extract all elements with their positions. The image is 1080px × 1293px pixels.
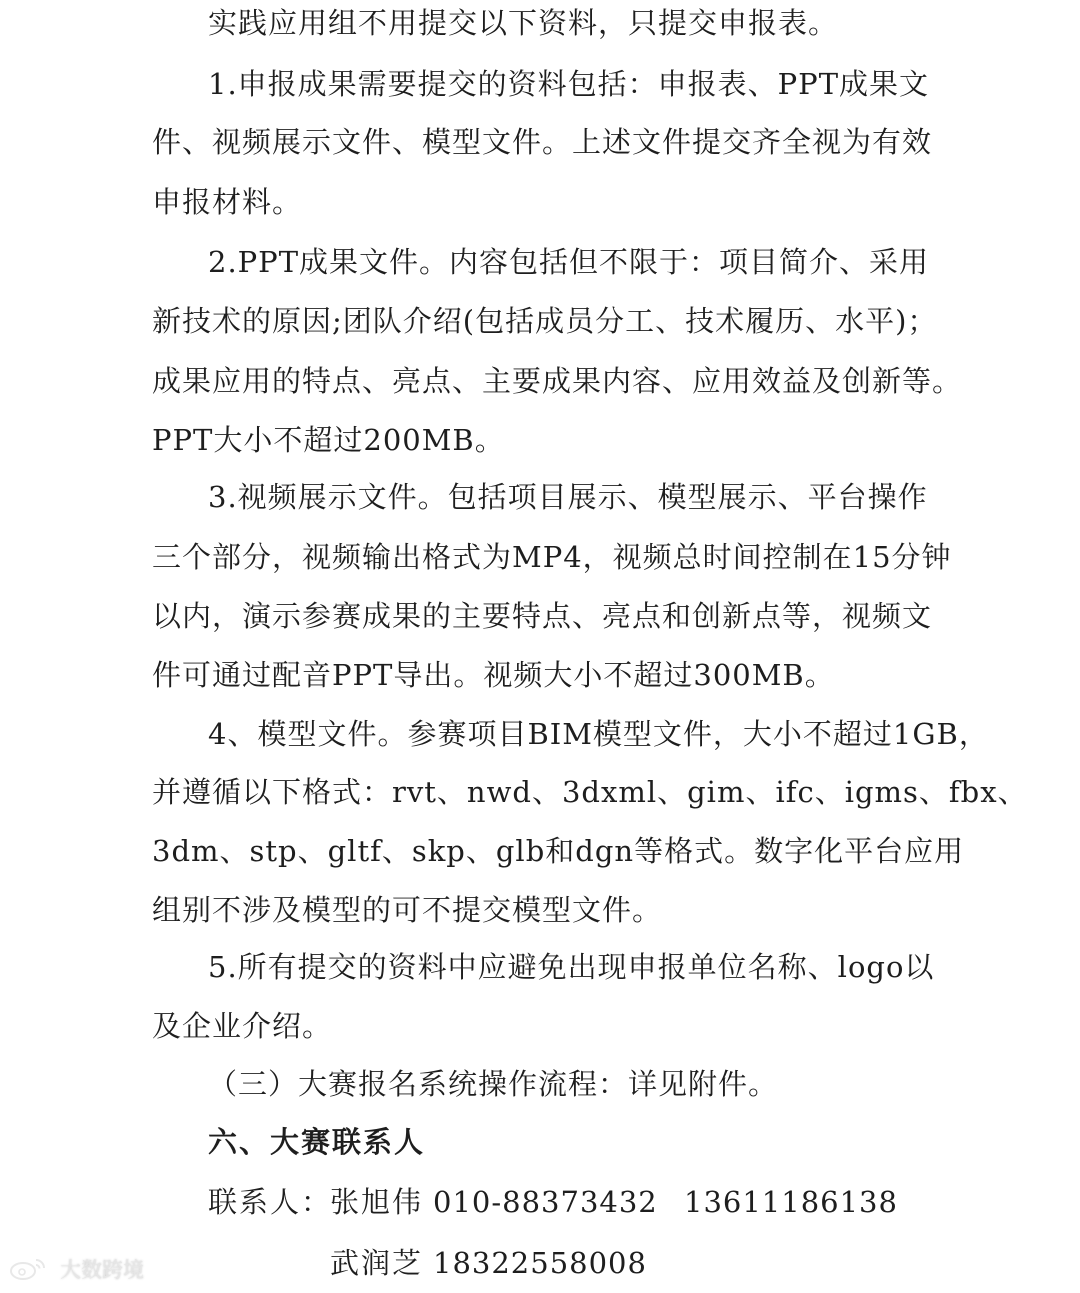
watermark xyxy=(8,1254,144,1284)
paragraph-line: PPT大小不超过200MB。 xyxy=(152,423,505,457)
paragraph-line: 件可通过配音PPT导出。视频大小不超过300MB。 xyxy=(152,658,835,692)
paragraph-line: 成果应用的特点、亮点、主要成果内容、应用效益及创新等。 xyxy=(152,364,963,398)
paragraph-line: 件、视频展示文件、模型文件。上述文件提交齐全视为有效 xyxy=(152,125,933,159)
weibo-logo-icon xyxy=(8,1256,54,1282)
contact-mobile-1: 13611186138 xyxy=(684,1185,898,1219)
watermark-text: 大数跨境 xyxy=(60,1258,144,1282)
paragraph-line: 2.PPT成果文件。内容包括但不限于：项目简介、采用 xyxy=(208,245,930,279)
paragraph-line: 5.所有提交的资料中应避免出现申报单位名称、logo以 xyxy=(208,950,935,984)
section-heading: 六、大赛联系人 xyxy=(208,1125,426,1159)
paragraph-line: 申报材料。 xyxy=(152,185,303,219)
paragraph-line: 3.视频展示文件。包括项目展示、模型展示、平台操作 xyxy=(208,480,928,514)
paragraph-line: 1.申报成果需要提交的资料包括：申报表、PPT成果文 xyxy=(208,67,930,101)
paragraph-line: 实践应用组不用提交以下资料，只提交申报表。 xyxy=(208,6,839,40)
paragraph-line: 以内，演示参赛成果的主要特点、亮点和创新点等，视频文 xyxy=(152,599,933,633)
contact-phone-1: 010-88373432 xyxy=(433,1185,658,1219)
paragraph-line: 三个部分，视频输出格式为MP4，视频总时间控制在15分钟 xyxy=(152,540,952,574)
contact-name-2: 武润芝 xyxy=(330,1246,424,1280)
subsection-line: （三）大赛报名系统操作流程：详见附件。 xyxy=(208,1067,779,1101)
contact-label: 联系人： xyxy=(208,1185,333,1219)
paragraph-line: 4、模型文件。参赛项目BIM模型文件，大小不超过1GB， xyxy=(208,717,989,751)
contact-mobile-2: 18322558008 xyxy=(433,1246,647,1280)
paragraph-line: 及企业介绍。 xyxy=(152,1009,333,1043)
contact-name-1: 张旭伟 xyxy=(330,1185,424,1219)
paragraph-line: 新技术的原因;团队介绍(包括成员分工、技术履历、水平)； xyxy=(152,304,938,338)
paragraph-line: 3dm、stp、gltf、skp、glb和dgn等格式。数字化平台应用 xyxy=(152,834,965,868)
paragraph-line: 并遵循以下格式：rvt、nwd、3dxml、gim、ifc、igms、fbx、 xyxy=(152,775,1028,809)
paragraph-line: 组别不涉及模型的可不提交模型文件。 xyxy=(152,893,663,927)
